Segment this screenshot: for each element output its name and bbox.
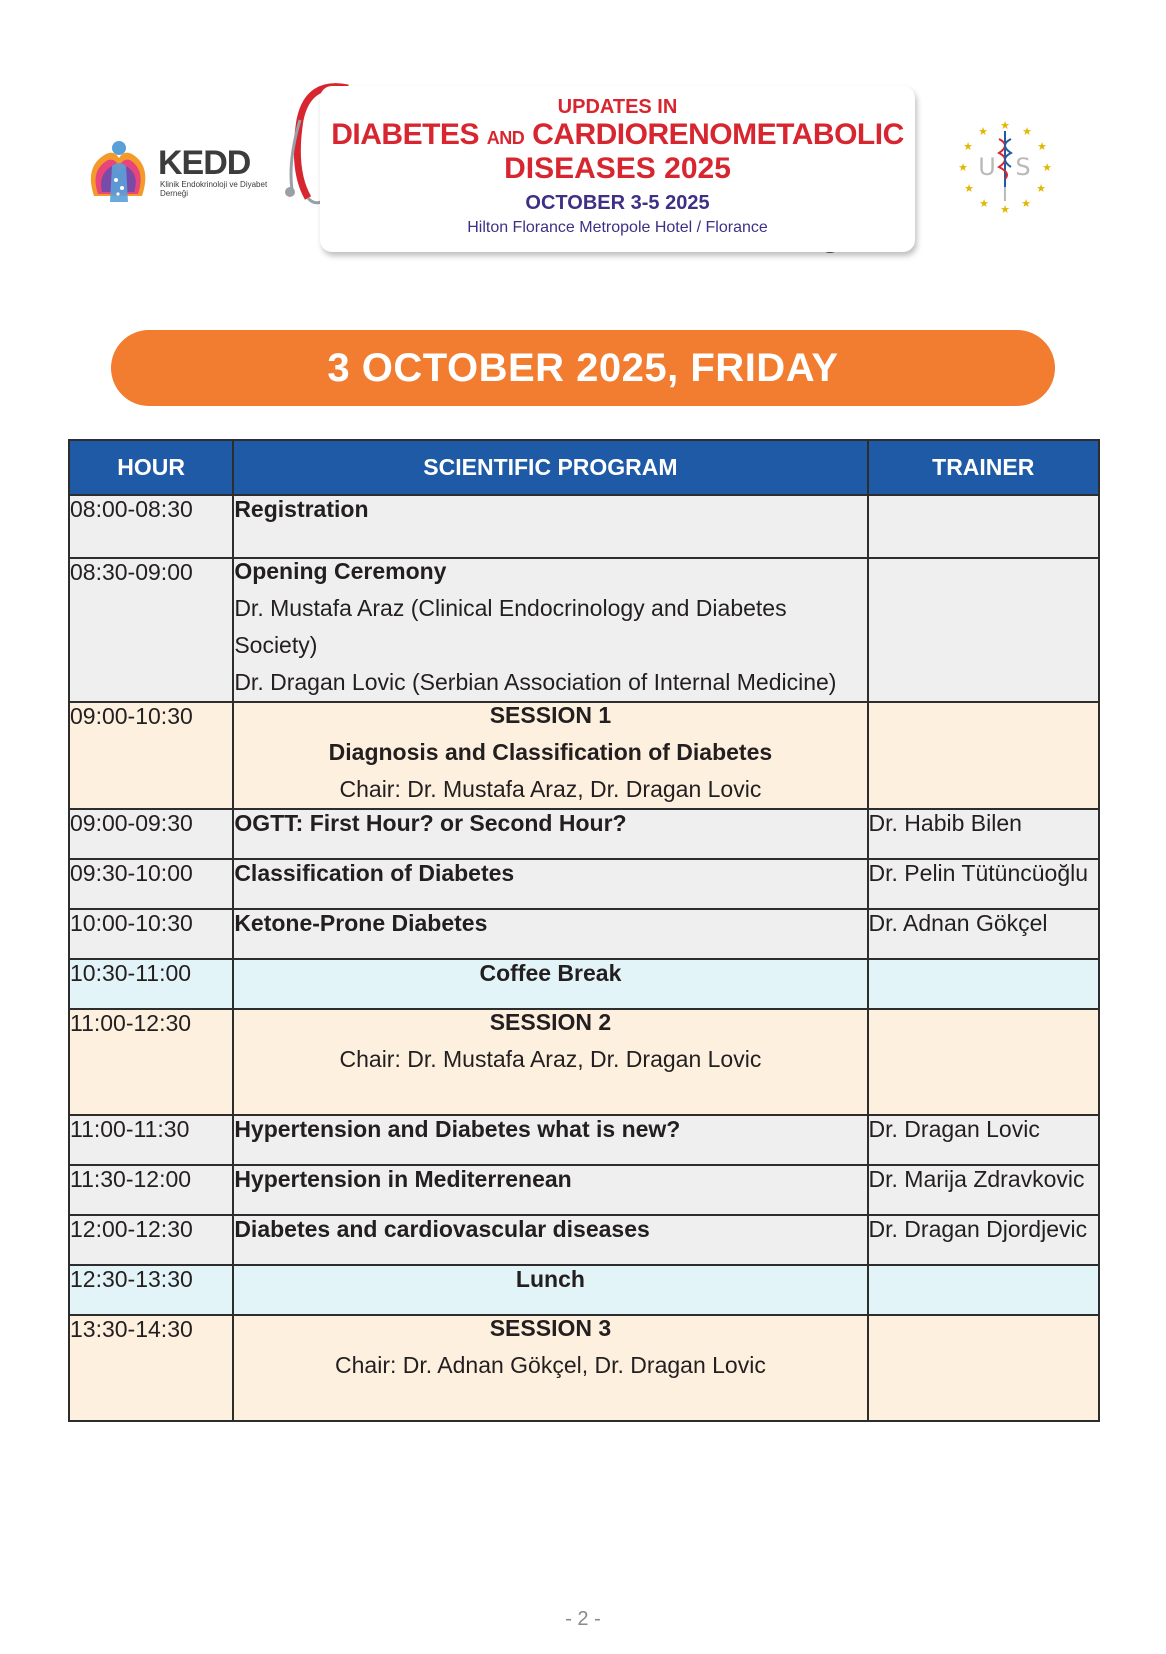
- page-number: - 2 -: [565, 1608, 601, 1630]
- banner-word-diabetes: DIABETES: [331, 118, 479, 151]
- row-program: [233, 1315, 867, 1421]
- kedd-figure-icon: [84, 136, 154, 208]
- table-row: [69, 1215, 1099, 1265]
- table-row: [69, 495, 1099, 558]
- row-title: Hypertension in Mediterrenean: [233, 1165, 867, 1215]
- row-title: Registration: [233, 495, 867, 558]
- row-title: Diabetes and cardiovascular diseases: [233, 1215, 867, 1265]
- svg-text:★: ★: [978, 125, 988, 138]
- banner-line-1: UPDATES IN: [557, 96, 678, 118]
- row-title: Ketone-Prone Diabetes: [233, 909, 867, 959]
- row-hour: 09:00-10:30: [69, 702, 233, 809]
- row-hour: 09:30-10:00: [69, 859, 233, 909]
- uis-logo: [955, 117, 1055, 217]
- table-row: [69, 702, 1099, 809]
- row-trainer: Dr. Dragan Djordjevic: [868, 1215, 1099, 1265]
- banner-dates: OCTOBER 3-5 2025: [525, 192, 710, 214]
- row-trainer: Dr. Adnan Gökçel: [868, 909, 1099, 959]
- row-trainer: [868, 558, 1099, 702]
- svg-text:★: ★: [1021, 197, 1031, 210]
- svg-text:★: ★: [1036, 182, 1046, 195]
- column-header-program: SCIENTIFIC PROGRAM: [233, 440, 867, 495]
- row-hour: 11:30-12:00: [69, 1165, 233, 1215]
- svg-text:★: ★: [1042, 161, 1052, 174]
- row-title: Classification of Diabetes: [233, 859, 867, 909]
- table-row: [69, 809, 1099, 859]
- table-header-row: [69, 440, 1099, 495]
- row-hour: 10:00-10:30: [69, 909, 233, 959]
- row-hour: 11:00-11:30: [69, 1115, 233, 1165]
- svg-text:★: ★: [958, 161, 968, 174]
- table-row: [69, 1165, 1099, 1215]
- session-chair: Chair: Dr. Mustafa Araz, Dr. Dragan Lovic: [339, 1046, 762, 1072]
- row-trainer: Dr. Habib Bilen: [868, 809, 1099, 859]
- table-row: [69, 1315, 1099, 1421]
- table-row: [69, 959, 1099, 1009]
- svg-text:★: ★: [1037, 140, 1047, 153]
- banner-word-and: AND: [486, 128, 525, 148]
- row-trainer: Dr. Marija Zdravkovic: [868, 1165, 1099, 1215]
- svg-text:★: ★: [979, 197, 989, 210]
- row-hour: 08:00-08:30: [69, 495, 233, 558]
- session-chair: Chair: Dr. Mustafa Araz, Dr. Dragan Lovic: [339, 776, 762, 802]
- uis-letter-s: S: [1015, 153, 1031, 181]
- banner-line-2: [320, 118, 915, 152]
- row-trainer: [868, 1315, 1099, 1421]
- row-hour: 13:30-14:30: [69, 1315, 233, 1421]
- row-trainer: [868, 959, 1099, 1009]
- row-trainer: [868, 1265, 1099, 1315]
- column-header-trainer: TRAINER: [868, 440, 1099, 495]
- session-title: SESSION 3: [489, 1315, 612, 1341]
- session-chair: Chair: Dr. Adnan Gökçel, Dr. Dragan Lovic: [335, 1352, 766, 1378]
- row-hour: 11:00-12:30: [69, 1009, 233, 1115]
- session-title: SESSION 1: [489, 702, 612, 728]
- break-title: Lunch: [233, 1265, 867, 1315]
- row-trainer: [868, 702, 1099, 809]
- row-program: [233, 558, 867, 702]
- banner-venue: Hilton Florance Metropole Hotel / Florance: [467, 219, 768, 236]
- table-row: [69, 1115, 1099, 1165]
- row-trainer: Dr. Pelin Tütüncüoğlu: [868, 859, 1099, 909]
- event-banner: [320, 86, 915, 252]
- session-title: SESSION 2: [489, 1009, 612, 1035]
- table-row: [69, 1265, 1099, 1315]
- row-hour: 08:30-09:00: [69, 558, 233, 702]
- row-title: OGTT: First Hour? or Second Hour?: [233, 809, 867, 859]
- svg-text:★: ★: [1000, 203, 1010, 216]
- banner-line-3: DISEASES 2025: [504, 152, 731, 185]
- kedd-logo-name: KEDD: [158, 144, 251, 182]
- break-title: Coffee Break: [233, 959, 867, 1009]
- uis-letter-i: I: [1002, 182, 1008, 206]
- svg-text:★: ★: [964, 182, 974, 195]
- row-hour: 12:00-12:30: [69, 1215, 233, 1265]
- row-trainer: Dr. Dragan Lovic: [868, 1115, 1099, 1165]
- table-row: [69, 909, 1099, 959]
- table-row: [69, 859, 1099, 909]
- uis-letter-u: U: [978, 153, 996, 181]
- row-hour: 10:30-11:00: [69, 959, 233, 1009]
- svg-text:★: ★: [1022, 125, 1032, 138]
- row-title: Hypertension and Diabetes what is new?: [233, 1115, 867, 1165]
- row-hour: 09:00-09:30: [69, 809, 233, 859]
- date-bar: 3 OCTOBER 2025, FRIDAY: [111, 330, 1055, 406]
- row-title: Opening Ceremony: [234, 558, 447, 584]
- row-program: [233, 702, 867, 809]
- program-table: [68, 439, 1100, 1422]
- table-row: [69, 1009, 1099, 1115]
- banner-word-cardiorenometabolic: CARDIORENOMETABOLIC: [532, 118, 904, 151]
- row-detail: Dr. Dragan Lovic (Serbian Association of Internal Medicine): [234, 669, 837, 695]
- row-hour: 12:30-13:30: [69, 1265, 233, 1315]
- row-trainer: [868, 495, 1099, 558]
- session-topic: Diagnosis and Classification of Diabetes: [328, 739, 773, 765]
- svg-text:★: ★: [1000, 119, 1010, 132]
- row-program: [233, 1009, 867, 1115]
- table-row: [69, 558, 1099, 702]
- row-detail: Dr. Mustafa Araz (Clinical Endocrinology and Diabetes Society): [234, 595, 787, 658]
- row-trainer: [868, 1009, 1099, 1115]
- svg-text:★: ★: [963, 140, 973, 153]
- kedd-logo: [84, 136, 268, 208]
- kedd-logo-subtitle: Klinik Endokrinoloji ve Diyabet Derneği: [160, 180, 268, 198]
- column-header-hour: HOUR: [69, 440, 233, 495]
